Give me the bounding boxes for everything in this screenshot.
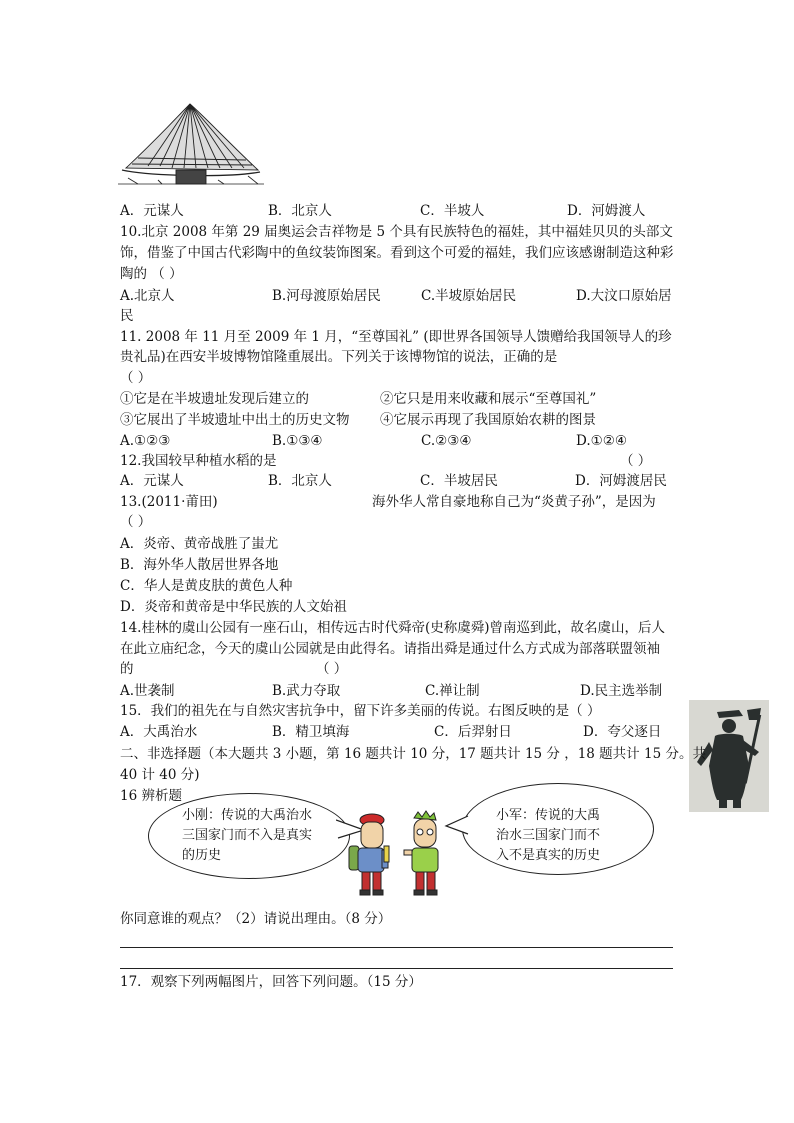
q14-stem-line-1: 14.桂林的虞山公园有一座石山，相传远古时代舜帝(史称虞舜)曾南巡到此，故名虞山，后人 <box>120 620 666 636</box>
right-bubble-line-3: 入不是真实的历史 <box>496 848 601 863</box>
q16-title: 16 辨析题 <box>120 788 182 804</box>
q17-stem: 17．观察下列两幅图片，回答下列问题。（15 分） <box>120 974 422 990</box>
q11-statement-2: ②它只是用来收藏和展示“至尊国礼” <box>380 391 597 407</box>
q14-option-c: C.禅让制 <box>425 683 480 699</box>
q13-option-d: D．炎帝和黄帝是中华民族的人文始祖 <box>120 599 347 615</box>
q14-option-d: D.民主选举制 <box>580 683 663 699</box>
q15-option-a: A．大禹治水 <box>120 724 198 740</box>
q13-option-b: B．海外华人散居世界各地 <box>120 557 279 573</box>
q9-option-c: C．半坡人 <box>420 203 485 219</box>
q11-stem-line-1: 11. 2008 年 11 月至 2009 年 1 月，“至尊国礼” (即世界各国领导人馈赠给我国领导人的珍 <box>120 329 672 345</box>
q13-option-a: A．炎帝、黄帝战胜了蚩尤 <box>120 536 279 552</box>
left-bubble-line-1: 小刚：传说的大禹治水 <box>182 808 313 823</box>
q11-statement-3: ③它展出了半坡遗址中出土的历史文物 <box>120 412 350 428</box>
q9-option-b: B．北京人 <box>268 203 332 219</box>
q11-stem-line-2: 贵礼品)在西安半坡博物馆隆重展出。下列关于该博物馆的说法，正确的是 <box>120 349 558 365</box>
q13-source: 13.(2011·莆田) <box>120 494 218 510</box>
q10-stem-line-2: 饰，借鉴了中国古代彩陶中的鱼纹装饰图案。看到这个可爱的福娃，我们应该感谢制造这种彩 <box>120 245 674 261</box>
q10-stem-line-1: 10.北京 2008 年第 29 届奥运会吉祥物是 5 个具有民族特色的福娃，其中福娃贝贝的头部文 <box>120 224 673 240</box>
q11-answer-bracket: （ ） <box>120 370 152 386</box>
q12-stem: 12.我国较早种植水稻的是 <box>120 453 277 469</box>
q15-option-c: C．后羿射日 <box>434 724 512 740</box>
q15-stem: 15．我们的祖先在与自然灾害抗争中，留下许多美丽的传说。右图反映的是（ ） <box>120 703 601 719</box>
q11-option-d: D.①②④ <box>576 433 627 449</box>
right-bubble-line-1: 小军：传说的大禹 <box>496 808 601 823</box>
answer-line-1 <box>120 947 673 948</box>
q11-option-a: A.①②③ <box>120 433 171 449</box>
q10-option-d-wrap: 民 <box>120 308 134 324</box>
q11-statement-1: ①它是在半坡遗址发现后建立的 <box>120 391 309 407</box>
q11-statement-4: ④它展示再现了我国原始农耕的图景 <box>380 412 596 428</box>
q11-option-b: B.①③④ <box>272 433 323 449</box>
answer-line-2 <box>120 968 673 969</box>
q14-option-b: B.武力夺取 <box>272 683 341 699</box>
q14-stem-line-3: 的 <box>120 661 134 677</box>
q15-option-d: D．夸父逐日 <box>583 724 662 740</box>
q14-stem-line-2: 在此立庙纪念，今天的虞山公园就是由此得名。请指出舜是通过什么方式成为部落联盟领袖 <box>120 641 660 657</box>
section2-heading-line-1: 二、非选择题（本大题共 3 小题，第 16 题共计 10 分，17 题共计 15 分 ，18 题共计 15 分。共 <box>120 746 706 762</box>
right-bubble-line-2: 治水三国家门而不 <box>496 828 601 843</box>
q12-option-a: A．元谋人 <box>120 473 184 489</box>
q10-option-a: A.北京人 <box>120 288 175 304</box>
q12-option-c: C．半坡居民 <box>420 473 498 489</box>
section2-heading-line-2: 40 计 40 分) <box>120 767 200 783</box>
thatched-hut-illustration <box>118 98 264 190</box>
q10-option-c: C.半坡原始居民 <box>421 288 517 304</box>
q12-answer-bracket: （ ） <box>620 453 652 469</box>
left-bubble-line-2: 三国家门而不入是真实 <box>182 828 313 843</box>
q11-option-c: C.②③④ <box>421 433 472 449</box>
students-cartoon <box>346 810 458 900</box>
q13-stem: 海外华人常自豪地称自己为“炎黄子孙”，是因为 <box>372 494 656 510</box>
left-bubble-line-3: 的历史 <box>182 848 222 863</box>
q12-option-d: D．河姆渡居民 <box>575 473 667 489</box>
q13-answer-bracket: （ ） <box>120 514 152 530</box>
q14-answer-bracket: （ ） <box>316 661 348 677</box>
q10-option-b: B.河母渡原始居民 <box>272 288 381 304</box>
q13-option-c: C．华人是黄皮肤的黄色人种 <box>120 578 293 594</box>
q10-stem-line-3: 陶的 （ ） <box>120 266 183 282</box>
q9-option-a: A．元谋人 <box>120 203 184 219</box>
q9-option-d: D．河姆渡人 <box>567 203 646 219</box>
q14-option-a: A.世袭制 <box>120 683 175 699</box>
q16-question: 你同意谁的观点？（2）请说出理由。（8 分） <box>120 911 392 927</box>
q12-option-b: B．北京人 <box>268 473 332 489</box>
q10-option-d: D.大汶口原始居 <box>576 288 672 304</box>
q15-option-b: B．精卫填海 <box>272 724 350 740</box>
